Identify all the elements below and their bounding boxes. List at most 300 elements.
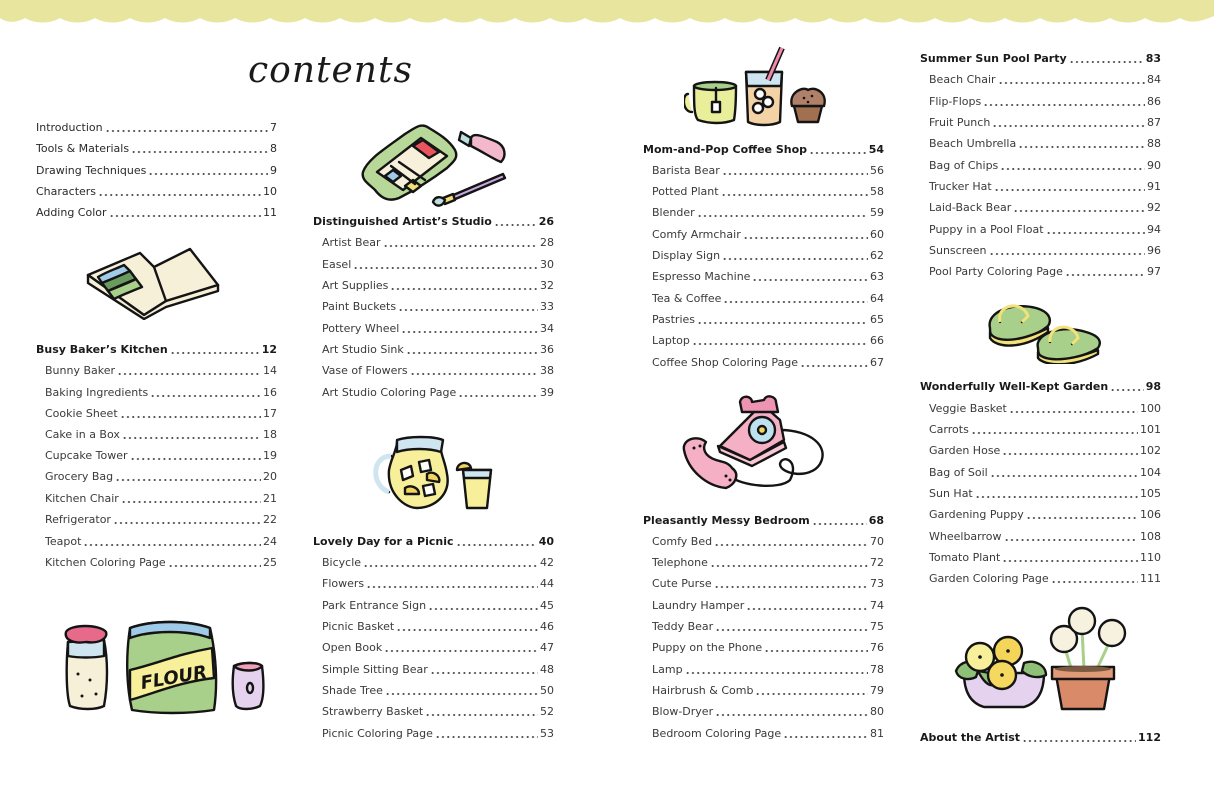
dot-leader <box>812 515 867 527</box>
toc-entry[interactable] <box>313 383 554 403</box>
toc-entry[interactable] <box>920 262 1161 282</box>
toc-entry-label: Art Studio Sink <box>322 343 404 356</box>
toc-entry-label: Blow-Dryer <box>652 705 714 718</box>
toc-entry[interactable] <box>313 596 554 616</box>
toc-entry-page: 81 <box>870 727 884 740</box>
toc-entry-page: 8 <box>270 142 277 155</box>
toc-entry[interactable] <box>920 198 1161 218</box>
toc-entry-label: Garden Coloring Page <box>929 572 1049 585</box>
toc-entry-label: Kitchen Coloring Page <box>45 556 166 569</box>
toc-entry[interactable] <box>36 489 277 509</box>
toc-entry-label: Flowers <box>322 577 365 590</box>
toc-entry-page: 21 <box>263 492 277 505</box>
toc-entry-page: 96 <box>1147 244 1161 257</box>
toc-entry-label: Vase of Flowers <box>322 364 408 377</box>
toc-section-label: Busy Baker’s Kitchen <box>36 343 168 356</box>
toc-entry-label: Puppy in a Pool Float <box>929 223 1044 236</box>
dot-leader <box>1026 509 1138 521</box>
toc-section-bedroom[interactable] <box>643 511 884 531</box>
dot-leader <box>1065 266 1145 278</box>
dot-leader <box>401 323 538 335</box>
toc-entry-page: 38 <box>540 364 554 377</box>
dot-leader <box>390 280 538 292</box>
toc-entry-label: Comfy Bed <box>652 535 713 548</box>
dot-leader <box>1022 732 1136 744</box>
toc-entry[interactable] <box>920 220 1161 240</box>
toc-entry-label: Cookie Sheet <box>45 407 118 420</box>
toc-entry-label: Lamp <box>652 663 683 676</box>
toc-section-picnic[interactable] <box>313 532 554 552</box>
toc-entry[interactable] <box>313 553 554 573</box>
toc-section-pool-party[interactable] <box>920 49 1161 69</box>
flip-flops-icon <box>982 292 1107 364</box>
dot-leader <box>1002 445 1138 457</box>
toc-entry-label: Beach Chair <box>929 73 996 86</box>
toc-entry-label: Paint Buckets <box>322 300 397 313</box>
toc-entry[interactable] <box>643 681 884 701</box>
dot-leader <box>723 293 868 305</box>
toc-entry[interactable] <box>920 548 1161 568</box>
toc-entry-label: Potted Plant <box>652 185 719 198</box>
dot-leader <box>83 536 261 548</box>
toc-entry[interactable] <box>643 225 884 245</box>
toc-entry[interactable] <box>920 177 1161 197</box>
toc-entry-label: Art Supplies <box>322 279 389 292</box>
toc-section-label: Pleasantly Messy Bedroom <box>643 514 810 527</box>
toc-entry[interactable] <box>313 660 554 680</box>
dot-leader <box>1009 403 1138 415</box>
toc-section-artists-studio[interactable] <box>313 212 554 232</box>
toc-entry-page: 72 <box>870 556 884 569</box>
toc-entry[interactable] <box>643 182 884 202</box>
toc-entry-label: Bicycle <box>322 556 362 569</box>
toc-entry-label: Drawing Techniques <box>36 164 147 177</box>
toc-entry-page: 24 <box>263 535 277 548</box>
toc-entry-page: 66 <box>870 334 884 347</box>
toc-entry-label: Puppy on the Phone <box>652 641 763 654</box>
dot-leader <box>809 144 867 156</box>
toc-entry[interactable] <box>643 203 884 223</box>
dot-leader <box>989 245 1146 257</box>
dot-leader <box>1018 138 1145 150</box>
dot-leader <box>458 387 538 399</box>
toc-entry[interactable] <box>920 463 1161 483</box>
toc-entry[interactable] <box>313 638 554 658</box>
dot-leader <box>983 96 1145 108</box>
coffee-mug-icon <box>684 44 834 129</box>
toc-entry-label: Sun Hat <box>929 487 973 500</box>
toc-entry-page: 73 <box>870 577 884 590</box>
toc-entry-page: 80 <box>870 705 884 718</box>
dot-leader <box>743 229 868 241</box>
toc-entry-page: 78 <box>870 663 884 676</box>
toc-entry-page: 44 <box>540 577 554 590</box>
toc-entry-label: Espresso Machine <box>652 270 751 283</box>
toc-entry[interactable] <box>920 113 1161 133</box>
toc-entry-label: Carrots <box>929 423 969 436</box>
toc-entry[interactable] <box>643 267 884 287</box>
dot-leader <box>396 621 538 633</box>
dot-leader <box>1004 531 1139 543</box>
toc-entry[interactable] <box>920 241 1161 261</box>
toc-entry-label: Art Studio Coloring Page <box>322 386 457 399</box>
toc-entry[interactable] <box>643 353 884 373</box>
dot-leader <box>410 365 538 377</box>
dot-leader <box>1051 573 1138 585</box>
flour-bag-icon <box>60 614 270 719</box>
toc-section-page: 40 <box>538 535 554 548</box>
toc-entry-label: Trucker Hat <box>929 180 992 193</box>
toc-entry-page: 19 <box>263 449 277 462</box>
toc-entry[interactable] <box>313 681 554 701</box>
toc-entry[interactable] <box>36 425 277 445</box>
toc-entry-page: 33 <box>540 300 554 313</box>
toc-entry-label: Picnic Coloring Page <box>322 727 433 740</box>
toc-entry-page: 102 <box>1140 444 1161 457</box>
toc-entry[interactable] <box>36 161 277 181</box>
toc-entry-label: Garden Hose <box>929 444 1001 457</box>
toc-entry-label: Bedroom Coloring Page <box>652 727 782 740</box>
dot-leader <box>383 237 538 249</box>
dot-leader <box>800 357 868 369</box>
toc-entry[interactable] <box>920 134 1161 154</box>
dot-leader <box>117 365 261 377</box>
toc-entry[interactable] <box>36 139 277 159</box>
toc-entry-page: 48 <box>540 663 554 676</box>
toc-entry[interactable] <box>643 246 884 266</box>
toc-entry-page: 105 <box>1140 487 1161 500</box>
toc-entry-label: Park Entrance Sign <box>322 599 427 612</box>
toc-entry-label: Introduction <box>36 121 103 134</box>
dot-leader <box>783 728 868 740</box>
toc-entry-page: 64 <box>870 292 884 305</box>
dot-leader <box>692 335 868 347</box>
toc-entry[interactable] <box>643 574 884 594</box>
dot-leader <box>1000 160 1145 172</box>
toc-section-page: 54 <box>868 143 884 156</box>
dot-leader <box>714 536 868 548</box>
toc-entry-label: Tools & Materials <box>36 142 130 155</box>
toc-entry[interactable] <box>643 161 884 181</box>
toc-entry-page: 39 <box>540 386 554 399</box>
toc-entry-page: 70 <box>870 535 884 548</box>
toc-entry[interactable] <box>36 383 277 403</box>
dot-leader <box>998 74 1145 86</box>
dot-leader <box>1110 381 1144 393</box>
toc-entry-page: 106 <box>1140 508 1161 521</box>
dot-leader <box>722 250 868 262</box>
toc-entry-label: Telephone <box>652 556 708 569</box>
potted-flowers-icon <box>950 605 1140 717</box>
toc-entry[interactable] <box>920 399 1161 419</box>
dot-leader <box>456 536 537 548</box>
dot-leader <box>1046 224 1145 236</box>
toc-entry[interactable] <box>920 505 1161 525</box>
toc-entry-label: Display Sign <box>652 249 721 262</box>
paint-palette-icon <box>355 110 515 215</box>
toc-entry[interactable] <box>313 574 554 594</box>
toc-section-label: Mom-and-Pop Coffee Shop <box>643 143 808 156</box>
dot-leader <box>990 467 1138 479</box>
toc-entry-page: 65 <box>870 313 884 326</box>
toc-entry[interactable] <box>36 361 277 381</box>
toc-entry[interactable] <box>643 289 884 309</box>
toc-entry[interactable] <box>36 182 277 202</box>
toc-entry-label: Simple Sitting Bear <box>322 663 428 676</box>
toc-entry-page: 101 <box>1140 423 1161 436</box>
page-title: contents <box>248 50 413 91</box>
toc-entry[interactable] <box>36 553 277 573</box>
toc-entry-label: Fruit Punch <box>929 116 991 129</box>
toc-entry-page: 94 <box>1147 223 1161 236</box>
toc-entry-page: 87 <box>1147 116 1161 129</box>
toc-entry-label: Bag of Soil <box>929 466 988 479</box>
toc-entry-page: 25 <box>263 556 277 569</box>
toc-entry-page: 62 <box>870 249 884 262</box>
toc-entry-label: Cupcake Tower <box>45 449 128 462</box>
toc-entry-page: 36 <box>540 343 554 356</box>
toc-section-page: 12 <box>261 343 277 356</box>
toc-entry-page: 88 <box>1147 137 1161 150</box>
dot-leader <box>105 122 268 134</box>
toc-section-label: Wonderfully Well-Kept Garden <box>920 380 1109 393</box>
toc-section-label: Lovely Day for a Picnic <box>313 535 454 548</box>
dot-leader <box>384 642 538 654</box>
toc-entry-label: Bunny Baker <box>45 364 116 377</box>
toc-entry-page: 42 <box>540 556 554 569</box>
dot-leader <box>697 207 868 219</box>
toc-entry[interactable] <box>36 118 277 138</box>
dot-leader <box>122 429 261 441</box>
toc-entry-label: Veggie Basket <box>929 402 1007 415</box>
toc-entry[interactable] <box>313 617 554 637</box>
toc-entry-page: 7 <box>270 121 277 134</box>
toc-entry[interactable] <box>920 441 1161 461</box>
toc-entry-label: Laptop <box>652 334 690 347</box>
toc-entry-label: Cake in a Box <box>45 428 120 441</box>
toc-entry-page: 22 <box>263 513 277 526</box>
toc-entry-page: 46 <box>540 620 554 633</box>
toc-entry[interactable] <box>36 510 277 530</box>
toc-entry[interactable] <box>920 527 1161 547</box>
toc-entry-page: 11 <box>263 206 277 219</box>
dot-leader <box>994 181 1145 193</box>
dot-leader <box>430 664 538 676</box>
dot-leader <box>971 424 1138 436</box>
toc-entry-label: Sunscreen <box>929 244 987 257</box>
toc-entry[interactable] <box>643 702 884 722</box>
toc-entry-label: Laundry Hamper <box>652 599 745 612</box>
dot-leader <box>120 408 261 420</box>
toc-entry[interactable] <box>313 233 554 253</box>
toc-entry-page: 45 <box>540 599 554 612</box>
toc-entry-label: Beach Umbrella <box>929 137 1017 150</box>
toc-entry-page: 53 <box>540 727 554 740</box>
toc-section-about-the-artist[interactable] <box>920 728 1161 748</box>
toc-entry[interactable] <box>643 553 884 573</box>
toc-entry-page: 104 <box>1140 466 1161 479</box>
dot-leader <box>697 314 868 326</box>
toc-entry-label: Hairbrush & Comb <box>652 684 754 697</box>
toc-section-garden[interactable] <box>920 377 1161 397</box>
toc-entry-label: Refrigerator <box>45 513 111 526</box>
toc-entry[interactable] <box>313 361 554 381</box>
toc-entry-label: Tea & Coffee <box>652 292 722 305</box>
toc-entry-page: 67 <box>870 356 884 369</box>
rotary-telephone-icon <box>680 390 835 495</box>
toc-section-label: Distinguished Artist’s Studio <box>313 215 492 228</box>
toc-entry-label: Bag of Chips <box>929 159 999 172</box>
toc-entry[interactable] <box>920 70 1161 90</box>
toc-section-page: 83 <box>1145 52 1161 65</box>
toc-entry-page: 59 <box>870 206 884 219</box>
toc-entry[interactable] <box>643 331 884 351</box>
dot-leader <box>1002 552 1138 564</box>
toc-entry[interactable] <box>920 484 1161 504</box>
toc-entry-label: Strawberry Basket <box>322 705 424 718</box>
toc-entry[interactable] <box>313 702 554 722</box>
toc-entry[interactable] <box>36 446 277 466</box>
dot-leader <box>710 557 868 569</box>
toc-entry[interactable] <box>36 532 277 552</box>
scalloped-top-band <box>0 0 1214 26</box>
dot-leader <box>170 344 260 356</box>
toc-entry[interactable] <box>313 297 554 317</box>
toc-entry[interactable] <box>36 467 277 487</box>
toc-entry-label: Teddy Bear <box>652 620 714 633</box>
toc-entry[interactable] <box>313 276 554 296</box>
toc-entry[interactable] <box>643 532 884 552</box>
toc-entry-label: Tomato Plant <box>929 551 1001 564</box>
dot-leader <box>1013 202 1145 214</box>
dot-leader <box>715 621 868 633</box>
dot-leader <box>722 165 868 177</box>
dot-leader <box>975 488 1138 500</box>
toc-section-page: 68 <box>868 514 884 527</box>
toc-entry[interactable] <box>920 569 1161 589</box>
toc-entry-page: 9 <box>270 164 277 177</box>
toc-section-busy-bakers-kitchen[interactable] <box>36 340 277 360</box>
toc-entry-page: 28 <box>540 236 554 249</box>
toc-entry[interactable] <box>920 420 1161 440</box>
toc-section-page: 112 <box>1138 731 1161 744</box>
toc-entry[interactable] <box>643 638 884 658</box>
toc-section-page: 26 <box>538 215 554 228</box>
toc-entry-label: Artist Bear <box>322 236 381 249</box>
dot-leader <box>150 387 261 399</box>
dot-leader <box>428 600 538 612</box>
dot-leader <box>721 186 868 198</box>
dot-leader <box>385 685 538 697</box>
dot-leader <box>715 706 868 718</box>
toc-entry-page: 10 <box>263 185 277 198</box>
toc-entry[interactable] <box>313 319 554 339</box>
toc-entry-page: 50 <box>540 684 554 697</box>
dot-leader <box>494 216 537 228</box>
toc-entry-label: Pool Party Coloring Page <box>929 265 1063 278</box>
toc-entry-label: Gardening Puppy <box>929 508 1024 521</box>
toc-entry-label: Adding Color <box>36 206 107 219</box>
toc-entry-label: Easel <box>322 258 352 271</box>
toc-entry-page: 110 <box>1140 551 1161 564</box>
toc-entry-label: Pastries <box>652 313 696 326</box>
lemonade-pitcher-icon <box>365 430 500 515</box>
toc-entry-label: Comfy Armchair <box>652 228 741 241</box>
toc-entry-label: Picnic Basket <box>322 620 395 633</box>
dot-leader <box>131 143 268 155</box>
dot-leader <box>115 471 261 483</box>
dot-leader <box>746 600 868 612</box>
toc-entry[interactable] <box>920 92 1161 112</box>
toc-entry-page: 16 <box>263 386 277 399</box>
toc-entry-page: 34 <box>540 322 554 335</box>
toc-section-coffee-shop[interactable] <box>643 140 884 160</box>
toc-entry[interactable] <box>36 404 277 424</box>
dot-leader <box>992 117 1145 129</box>
toc-entry[interactable] <box>313 340 554 360</box>
toc-entry[interactable] <box>643 310 884 330</box>
toc-entry-page: 74 <box>870 599 884 612</box>
toc-entry[interactable] <box>36 203 277 223</box>
toc-entry-page: 76 <box>870 641 884 654</box>
toc-entry-page: 75 <box>870 620 884 633</box>
dot-leader <box>113 514 261 526</box>
toc-entry[interactable] <box>313 724 554 744</box>
toc-section-label: About the Artist <box>920 731 1021 744</box>
toc-entry-label: Flip-Flops <box>929 95 982 108</box>
toc-entry[interactable] <box>920 156 1161 176</box>
dot-leader <box>363 557 538 569</box>
toc-entry-page: 32 <box>540 279 554 292</box>
flour-label: FLOUR <box>139 661 209 695</box>
dot-leader <box>714 578 868 590</box>
dot-leader <box>121 493 261 505</box>
toc-entry[interactable] <box>643 617 884 637</box>
dot-leader <box>366 578 538 590</box>
dot-leader <box>398 301 538 313</box>
toc-entry-page: 86 <box>1147 95 1161 108</box>
toc-entry-page: 58 <box>870 185 884 198</box>
toc-entry-label: Characters <box>36 185 97 198</box>
toc-entry-page: 30 <box>540 258 554 271</box>
toc-entry[interactable] <box>643 660 884 680</box>
toc-entry-page: 84 <box>1147 73 1161 86</box>
toc-entry-page: 18 <box>263 428 277 441</box>
toc-entry-page: 60 <box>870 228 884 241</box>
toc-entry-page: 97 <box>1147 265 1161 278</box>
toc-entry-page: 17 <box>263 407 277 420</box>
toc-entry-page: 52 <box>540 705 554 718</box>
toc-entry[interactable] <box>313 255 554 275</box>
toc-entry-page: 79 <box>870 684 884 697</box>
toc-entry-page: 47 <box>540 641 554 654</box>
toc-entry-label: Barista Bear <box>652 164 720 177</box>
toc-entry-label: Laid-Back Bear <box>929 201 1012 214</box>
toc-entry-label: Shade Tree <box>322 684 383 697</box>
toc-entry-page: 108 <box>1140 530 1161 543</box>
dot-leader <box>353 259 538 271</box>
toc-entry-label: Wheelbarrow <box>929 530 1002 543</box>
toc-section-page: 98 <box>1145 380 1161 393</box>
dot-leader <box>755 685 868 697</box>
toc-entry-label: Grocery Bag <box>45 470 114 483</box>
toc-entry[interactable] <box>643 596 884 616</box>
dot-leader <box>148 165 268 177</box>
toc-entry-page: 100 <box>1140 402 1161 415</box>
dot-leader <box>685 664 868 676</box>
toc-entry[interactable] <box>643 724 884 744</box>
toc-entry-page: 91 <box>1147 180 1161 193</box>
